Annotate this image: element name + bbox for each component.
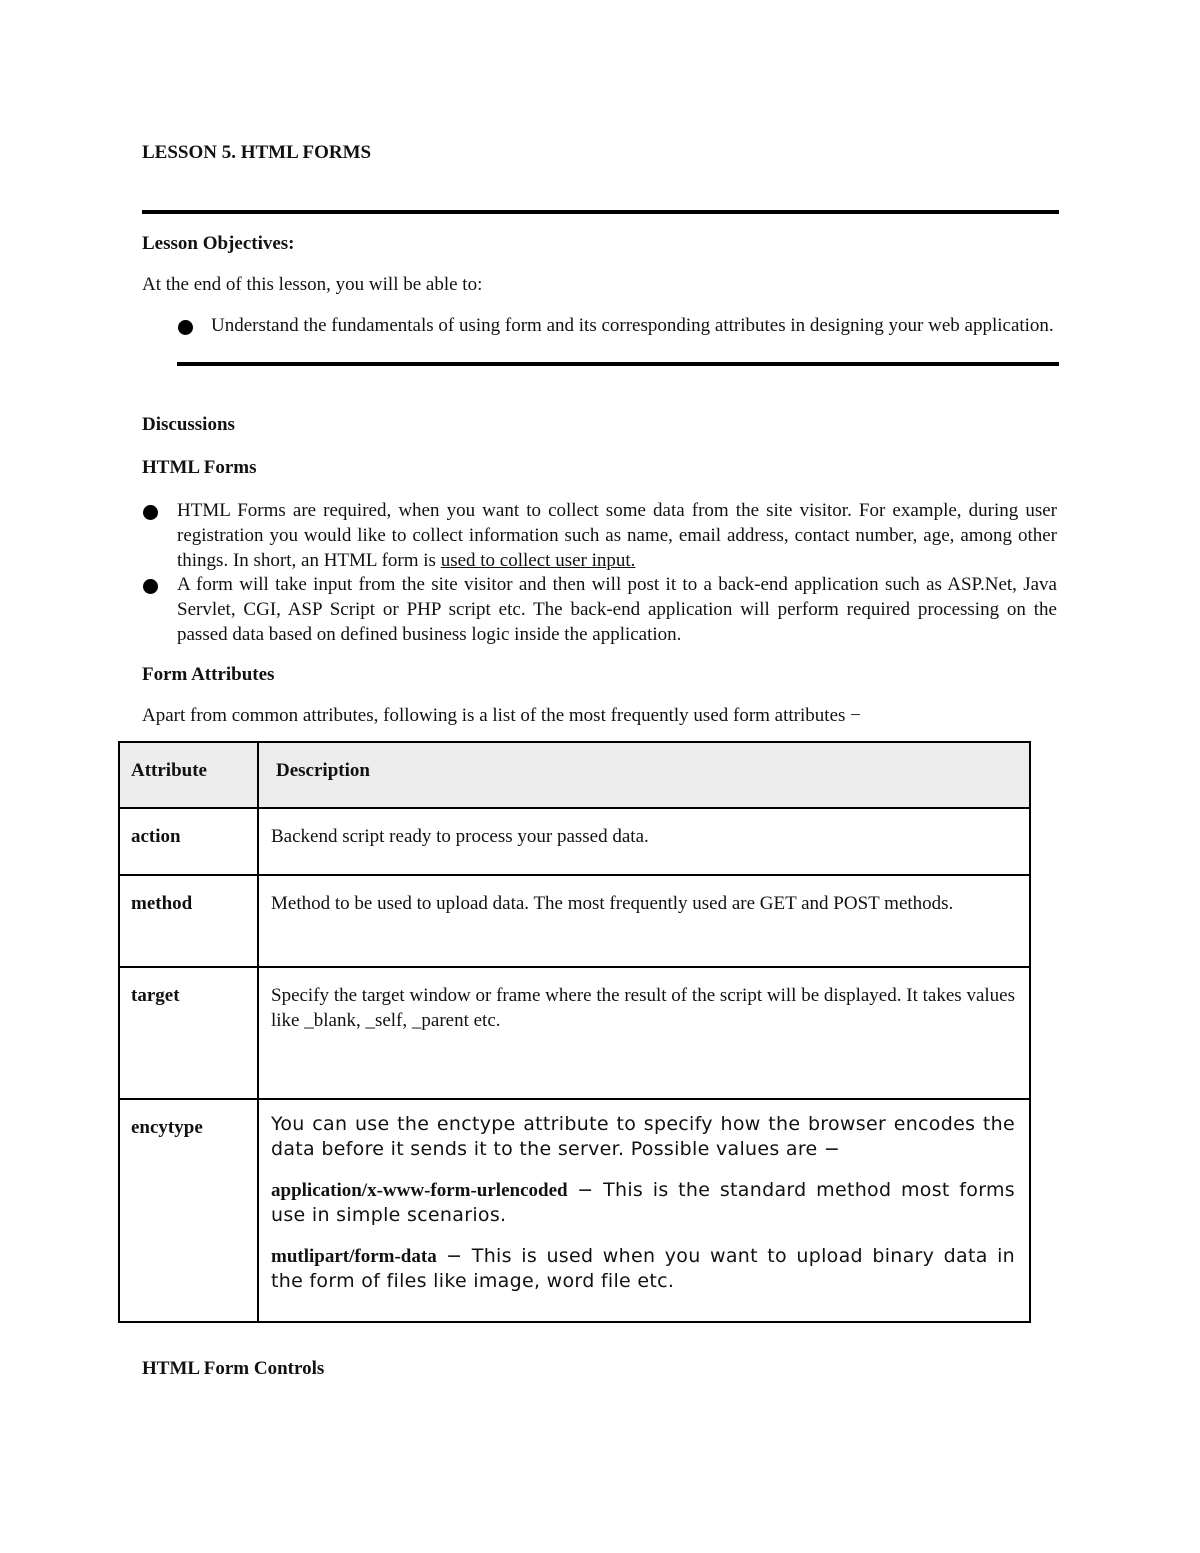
enctype-value-2-desc: − This is used when you want to upload binary data in the form of files like image, word file etc. bbox=[271, 1245, 1015, 1292]
enctype-value-1-name: application/x-www-form-urlencoded bbox=[271, 1180, 568, 1201]
header-attribute: Attribute bbox=[119, 742, 258, 808]
form-attributes-heading: Form Attributes bbox=[142, 664, 275, 685]
objectives-divider bbox=[177, 362, 1059, 366]
enctype-value-2-name: mutlipart/form-data bbox=[271, 1246, 437, 1267]
objectives-heading: Lesson Objectives: bbox=[142, 233, 295, 254]
attr-name: method bbox=[119, 875, 258, 967]
attr-name: target bbox=[119, 967, 258, 1099]
header-description: Description bbox=[258, 742, 1030, 808]
attr-description bbox=[258, 1099, 1030, 1322]
enctype-value-2 bbox=[271, 1244, 1015, 1294]
page-title: LESSON 5. HTML FORMS bbox=[142, 142, 372, 163]
discussions-heading: Discussions bbox=[142, 414, 235, 435]
objectives-intro: At the end of this lesson, you will be able to: bbox=[142, 274, 483, 295]
forms-bullet-1-text: HTML Forms are required, when you want to collect some data from the site visitor. For example, during user registration you would like to collect information such as name, email address, contact number, age, among other things. In short, an HTML form is bbox=[177, 500, 1057, 571]
bullet-icon bbox=[178, 320, 193, 335]
table-row bbox=[119, 808, 1030, 875]
enctype-intro: You can use the enctype attribute to specify how the browser encodes the data before it sends it to the server. Possible values are − bbox=[271, 1113, 1015, 1160]
attr-name: encytype bbox=[119, 1099, 258, 1322]
attr-description: Specify the target window or frame where the result of the script will be displayed. It takes values like _blank, _self, _parent etc. bbox=[258, 967, 1030, 1099]
html-forms-heading: HTML Forms bbox=[142, 457, 257, 478]
bullet-icon bbox=[143, 505, 158, 520]
enctype-value-1 bbox=[271, 1178, 1015, 1228]
attr-name: action bbox=[119, 808, 258, 875]
forms-bullet-1 bbox=[177, 498, 1057, 573]
objective-item: Understand the fundamentals of using form and its corresponding attributes in designing your web application. bbox=[211, 315, 1054, 336]
attributes-table bbox=[118, 741, 1031, 1323]
bullet-icon bbox=[143, 579, 158, 594]
enctype-value-1-desc: − This is the standard method most forms use in simple scenarios. bbox=[271, 1179, 1015, 1226]
table-row bbox=[119, 967, 1030, 1099]
form-controls-heading: HTML Form Controls bbox=[142, 1358, 325, 1379]
table-row bbox=[119, 1099, 1030, 1322]
attr-description: Method to be used to upload data. The most frequently used are GET and POST methods. bbox=[258, 875, 1030, 967]
table-header-row bbox=[119, 742, 1030, 808]
forms-bullet-2: A form will take input from the site visitor and then will post it to a back-end application such as ASP.Net, Java Servlet, CGI, ASP Script or PHP script etc. The back-end application will perform required processing on the passed data based on defined business logic inside the application. bbox=[177, 574, 1057, 645]
forms-bullet-1-underlined: used to collect user input. bbox=[440, 550, 636, 571]
attr-description: Backend script ready to process your passed data. bbox=[258, 808, 1030, 875]
table-row bbox=[119, 875, 1030, 967]
form-attributes-intro: Apart from common attributes, following is a list of the most frequently used form attributes − bbox=[142, 705, 861, 726]
top-divider bbox=[142, 210, 1059, 214]
